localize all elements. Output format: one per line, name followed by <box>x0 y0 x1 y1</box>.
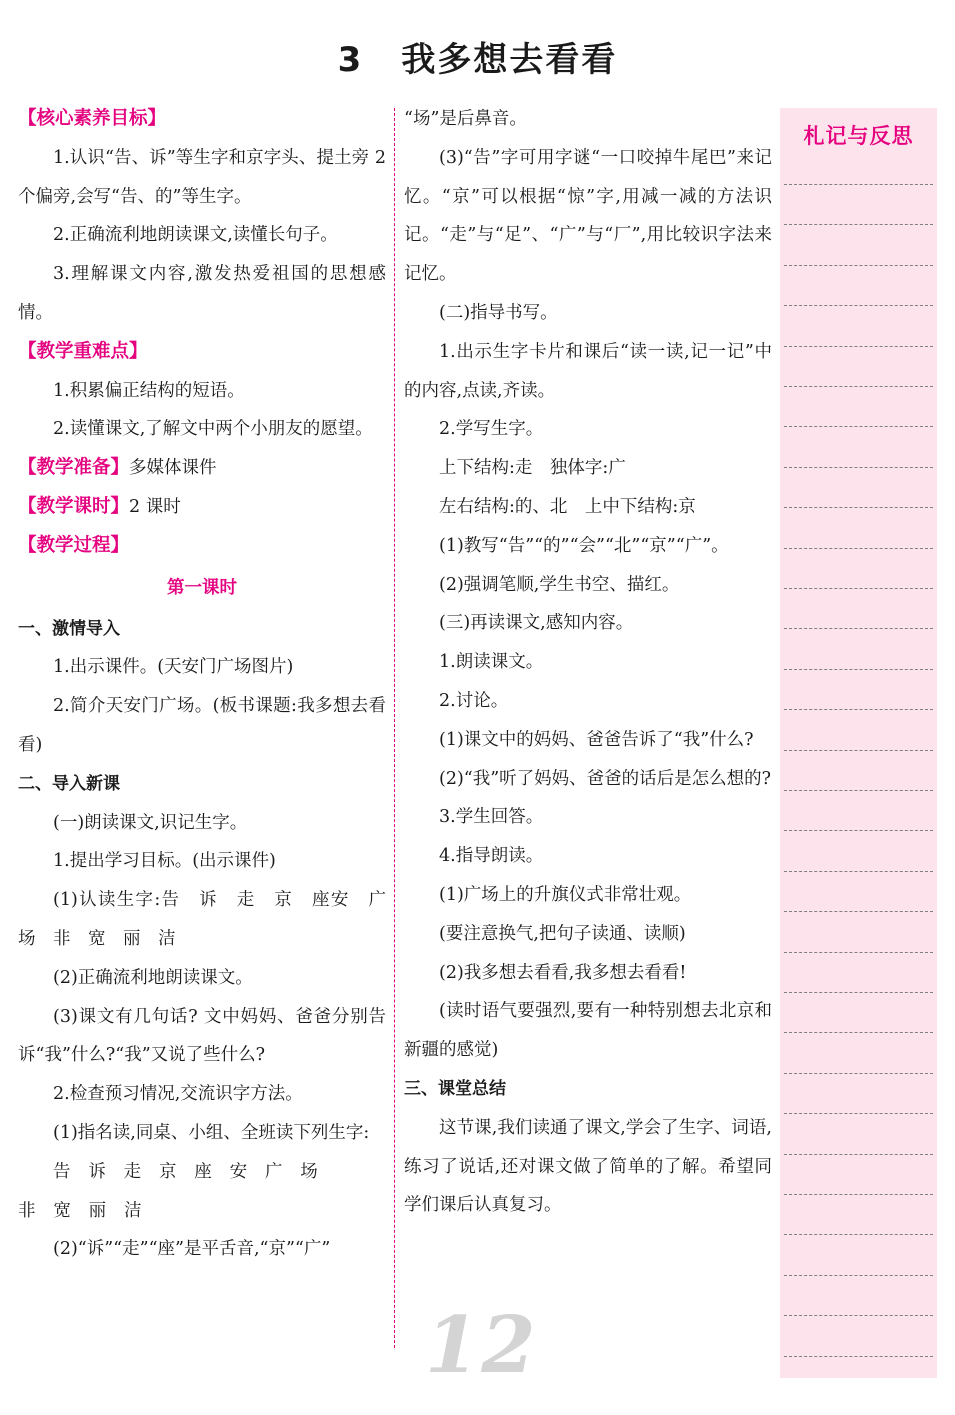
notes-line <box>784 426 933 427</box>
hours-heading: 【教学课时】 <box>18 495 130 517</box>
notes-line <box>784 1113 933 1114</box>
notes-line <box>784 467 933 468</box>
section-item: (3)“告”字可用字谜“一口咬掉牛尾巴”来记忆。“京”可以根据“惊”字,用减一减的方法识记。“走”与“足”、“广”与“厂”,用比较识字法来记忆。 <box>404 147 772 285</box>
notes-line <box>784 669 933 670</box>
notes-line <box>784 709 933 710</box>
lesson-period-title: 第一课时 <box>167 577 237 598</box>
lesson-number: 3 <box>337 40 364 80</box>
notes-line <box>784 507 933 508</box>
section-item: 左右结构:的、北 上中下结构:京 <box>439 496 696 517</box>
notes-line <box>784 346 933 347</box>
notes-line <box>784 184 933 185</box>
section-item: (1)课文中的妈妈、爸爸告诉了“我”什么? <box>439 729 754 750</box>
section-item: 1.提出学习目标。(出示课件) <box>53 851 276 872</box>
section-item: 2.简介天安门广场。(板书课题:我多想去看看) <box>18 696 386 755</box>
notes-line <box>784 992 933 993</box>
section-item: (一)朗读课文,识记生字。 <box>53 812 248 833</box>
section-item: (2)“我”听了妈妈、爸爸的话后是怎么想的? <box>439 768 772 789</box>
preparation-row <box>18 449 386 488</box>
process-heading: 【教学过程】 <box>18 534 130 556</box>
section-item: (二)指导书写。 <box>439 302 558 323</box>
middle-column <box>404 100 772 1225</box>
notes-title: 札记与反思 <box>803 124 914 148</box>
section-item: (1)认读生字:告 诉 走 京 座安 广 场 非 宽 丽 洁 <box>18 890 404 949</box>
section-item: 2.检查预习情况,交流识字方法。 <box>53 1084 303 1105</box>
lesson-title <box>0 32 955 81</box>
notes-line <box>784 911 933 912</box>
section-item: 1.出示课件。(天安门广场图片) <box>53 657 294 678</box>
notes-line <box>784 790 933 791</box>
hours-row <box>18 488 386 527</box>
preparation-heading: 【教学准备】 <box>18 457 130 479</box>
key-point-item: 2.读懂课文,了解文中两个小朋友的愿望。 <box>53 419 373 440</box>
section-item: (1)教写“告”“的”“会”“北”“京”“广”。 <box>439 535 729 556</box>
notes-panel <box>780 108 937 1378</box>
section-item: 1.出示生字卡片和课后“读一读,记一记”中的内容,点读,齐读。 <box>404 341 772 401</box>
section-item: (1)指名读,同桌、小组、全班读下列生字: <box>53 1122 370 1143</box>
notes-line <box>784 386 933 387</box>
goal-item: 2.正确流利地朗读课文,读懂长句子。 <box>53 225 338 246</box>
column-divider <box>394 108 395 1348</box>
notes-line <box>784 548 933 549</box>
preparation-text: 多媒体课件 <box>129 458 217 479</box>
key-points-heading: 【教学重难点】 <box>18 340 148 362</box>
notes-line <box>784 830 933 831</box>
key-point-item: 1.积累偏正结构的短语。 <box>53 380 245 401</box>
notes-line <box>784 1234 933 1235</box>
notes-line <box>784 265 933 266</box>
notes-line <box>784 1275 933 1276</box>
section-item: 3.学生回答。 <box>439 807 544 828</box>
notes-line <box>784 1154 933 1155</box>
section-item: 上下结构:走 独体字:广 <box>439 458 626 479</box>
section-heading: 二、导入新课 <box>18 773 120 794</box>
section-item: (2)强调笔顺,学生书空、描红。 <box>439 574 680 595</box>
section-heading: 一、激情导入 <box>18 618 120 639</box>
goal-item: 1.认识“告、诉”等生字和京字头、提土旁 2 个偏旁,会写“告、的”等生字。 <box>18 147 392 207</box>
notes-line <box>784 224 933 225</box>
hours-text: 2 课时 <box>129 496 181 517</box>
section-item: (2)正确流利地朗读课文。 <box>53 967 253 988</box>
section-item: (3)课文有几句话? 文中妈妈、爸爸分别告诉“我”什么?“我”又说了些什么? <box>18 1006 386 1066</box>
character-list: 非 宽 丽 洁 <box>18 1200 148 1221</box>
section-item: (三)再读课文,感知内容。 <box>439 613 634 634</box>
notes-line <box>784 1073 933 1074</box>
section-item: (要注意换气,把句子读通、读顺) <box>439 923 686 944</box>
notes-line <box>784 952 933 953</box>
notes-line <box>784 750 933 751</box>
section-heading: 三、课堂总结 <box>404 1078 506 1099</box>
section-item: (2)“诉”“走”“座”是平舌音,“京”“广” <box>53 1239 331 1260</box>
notes-line <box>784 1194 933 1195</box>
left-column <box>18 100 404 1269</box>
notes-line <box>784 871 933 872</box>
section-item: (读时语气要强烈,要有一种特别想去北京和新疆的感觉) <box>404 1001 772 1061</box>
notes-line <box>784 628 933 629</box>
notes-line <box>784 1032 933 1033</box>
goals-heading: 【核心素养目标】 <box>18 108 167 129</box>
character-list: 告 诉 走 京 座 安 广 场 <box>53 1161 324 1182</box>
notes-line <box>784 1356 933 1357</box>
continued-text: “场”是后鼻音。 <box>404 109 527 129</box>
summary-text: 这节课,我们读通了课文,学会了生字、词语,练习了说话,还对课文做了简单的了解。希望同学们课后认真复习。 <box>404 1117 772 1216</box>
section-item: (2)我多想去看看,我多想去看看! <box>439 962 687 983</box>
page-number: 12 <box>425 1300 538 1391</box>
notes-line <box>784 305 933 306</box>
section-item: 1.朗读课文。 <box>439 652 544 673</box>
section-item: 2.学写生字。 <box>439 419 544 440</box>
section-item: 2.讨论。 <box>439 690 509 711</box>
notes-line <box>784 588 933 589</box>
lesson-title-text: 我多想去看看 <box>401 40 618 80</box>
section-item: 4.指导朗读。 <box>439 846 544 867</box>
notes-line <box>784 1315 933 1316</box>
section-item: (1)广场上的升旗仪式非常壮观。 <box>439 884 692 905</box>
goal-item: 3.理解课文内容,激发热爱祖国的思想感情。 <box>18 264 386 323</box>
